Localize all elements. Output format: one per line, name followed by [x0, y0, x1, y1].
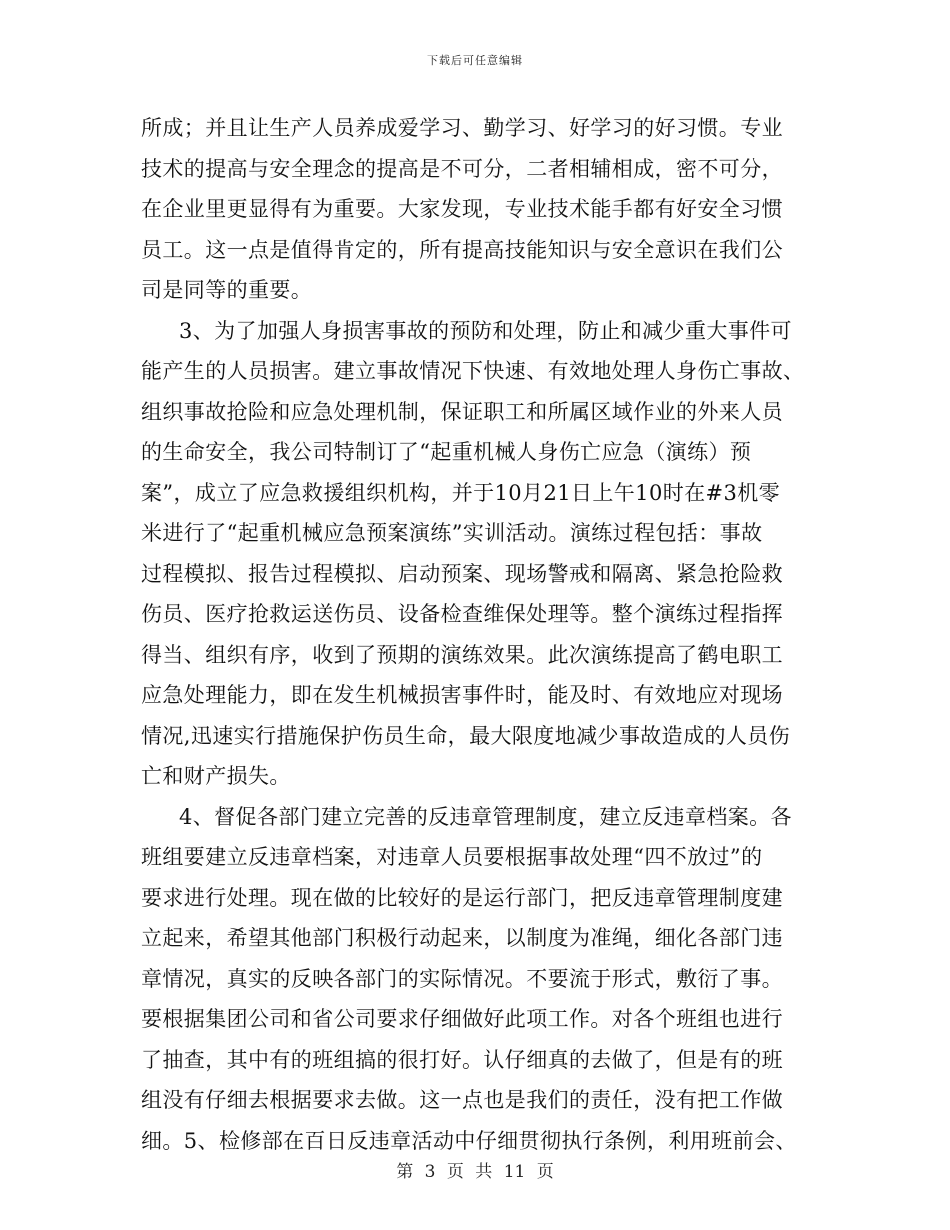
text-line: 应急处理能力，即在发生机械损害事件时，能及时、有效地应对现场 — [141, 683, 783, 707]
text-line: 情况,迅速实行措施保护伤员生命，最大限度地减少事故造成的人员伤 — [141, 723, 791, 748]
text-line: 章情况，真实的反映各部门的实际情况。不要流于形式，敷衍了事。 — [141, 966, 783, 991]
text-line: 所成；并且让生产人员养成爱学习、勤学习、好学习的好习惯。专业 — [141, 116, 783, 140]
text-line: 米进行了“起重机械应急预案演练”实训活动。演练过程包括：事故 — [141, 521, 763, 545]
text-line: 员工。这一点是值得肯定的，所有提高技能知识与安全意识在我们公 — [141, 237, 783, 262]
paragraph-4-start: 4、督促各部门建立完善的反违章管理制度，建立反违章档案。各 — [179, 804, 792, 829]
text-line: 要求进行处理。现在做的比较好的是运行部门，把反违章管理制度建 — [141, 885, 783, 910]
text-line: 在企业里更显得有为重要。大家发现，专业技术能手都有好安全习惯 — [141, 197, 783, 221]
text-line: 组织事故抢险和应急处理机制，保证职工和所属区域作业的外来人员 — [141, 399, 783, 424]
text-line: 能产生的人员损害。建立事故情况下快速、有效地处理人身伤亡事故、 — [141, 359, 805, 383]
paragraph-3-start: 3、为了加强人身损害事故的预防和处理，防止和减少重大事件可 — [179, 318, 792, 343]
text-line: 司是同等的重要。 — [141, 278, 313, 302]
text-line: 了抽查，其中有的班组搞的很打好。认仔细真的去做了，但是有的班 — [141, 1047, 783, 1072]
text-line: 的生命安全，我公司特制订了“起重机械人身伤亡应急（演练）预 — [141, 440, 752, 464]
text-line: 组没有仔细去根据要求去做。这一点也是我们的责任，没有把工作做 — [141, 1088, 783, 1112]
text-line: 亡和财产损失。 — [141, 764, 291, 788]
document-body — [141, 108, 811, 1161]
text-line: 伤员、医疗抢救运送伤员、设备检查维保处理等。整个演练过程指挥 — [141, 602, 783, 626]
text-line: 得当、组织有序，收到了预期的演练效果。此次演练提高了鹤电职工 — [141, 642, 783, 667]
page-number-footer: 第 3 页 共 11 页 — [396, 1162, 554, 1182]
text-line: 班组要建立反违章档案，对违章人员要根据事故处理“四不放过”的 — [141, 845, 763, 869]
text-line: 立起来，希望其他部门积极行动起来，以制度为准绳，细化各部门违 — [141, 926, 783, 950]
text-line: 案”，成立了应急救援组织机构，并于10月21日上午10时在#3机零 — [141, 480, 781, 505]
text-line: 细。5、检修部在百日反违章活动中仔细贯彻执行条例，利用班前会、 — [141, 1128, 797, 1153]
page-header: 下载后可任意编辑 — [427, 54, 523, 67]
text-line: 技术的提高与安全理念的提高是不可分，二者相辅相成，密不可分， — [141, 156, 783, 181]
text-line: 要根据集团公司和省公司要求仔细做好此项工作。对各个班组也进行 — [141, 1007, 783, 1031]
text-line: 过程模拟、报告过程模拟、启动预案、现场警戒和隔离、紧急抢险救 — [141, 561, 783, 586]
